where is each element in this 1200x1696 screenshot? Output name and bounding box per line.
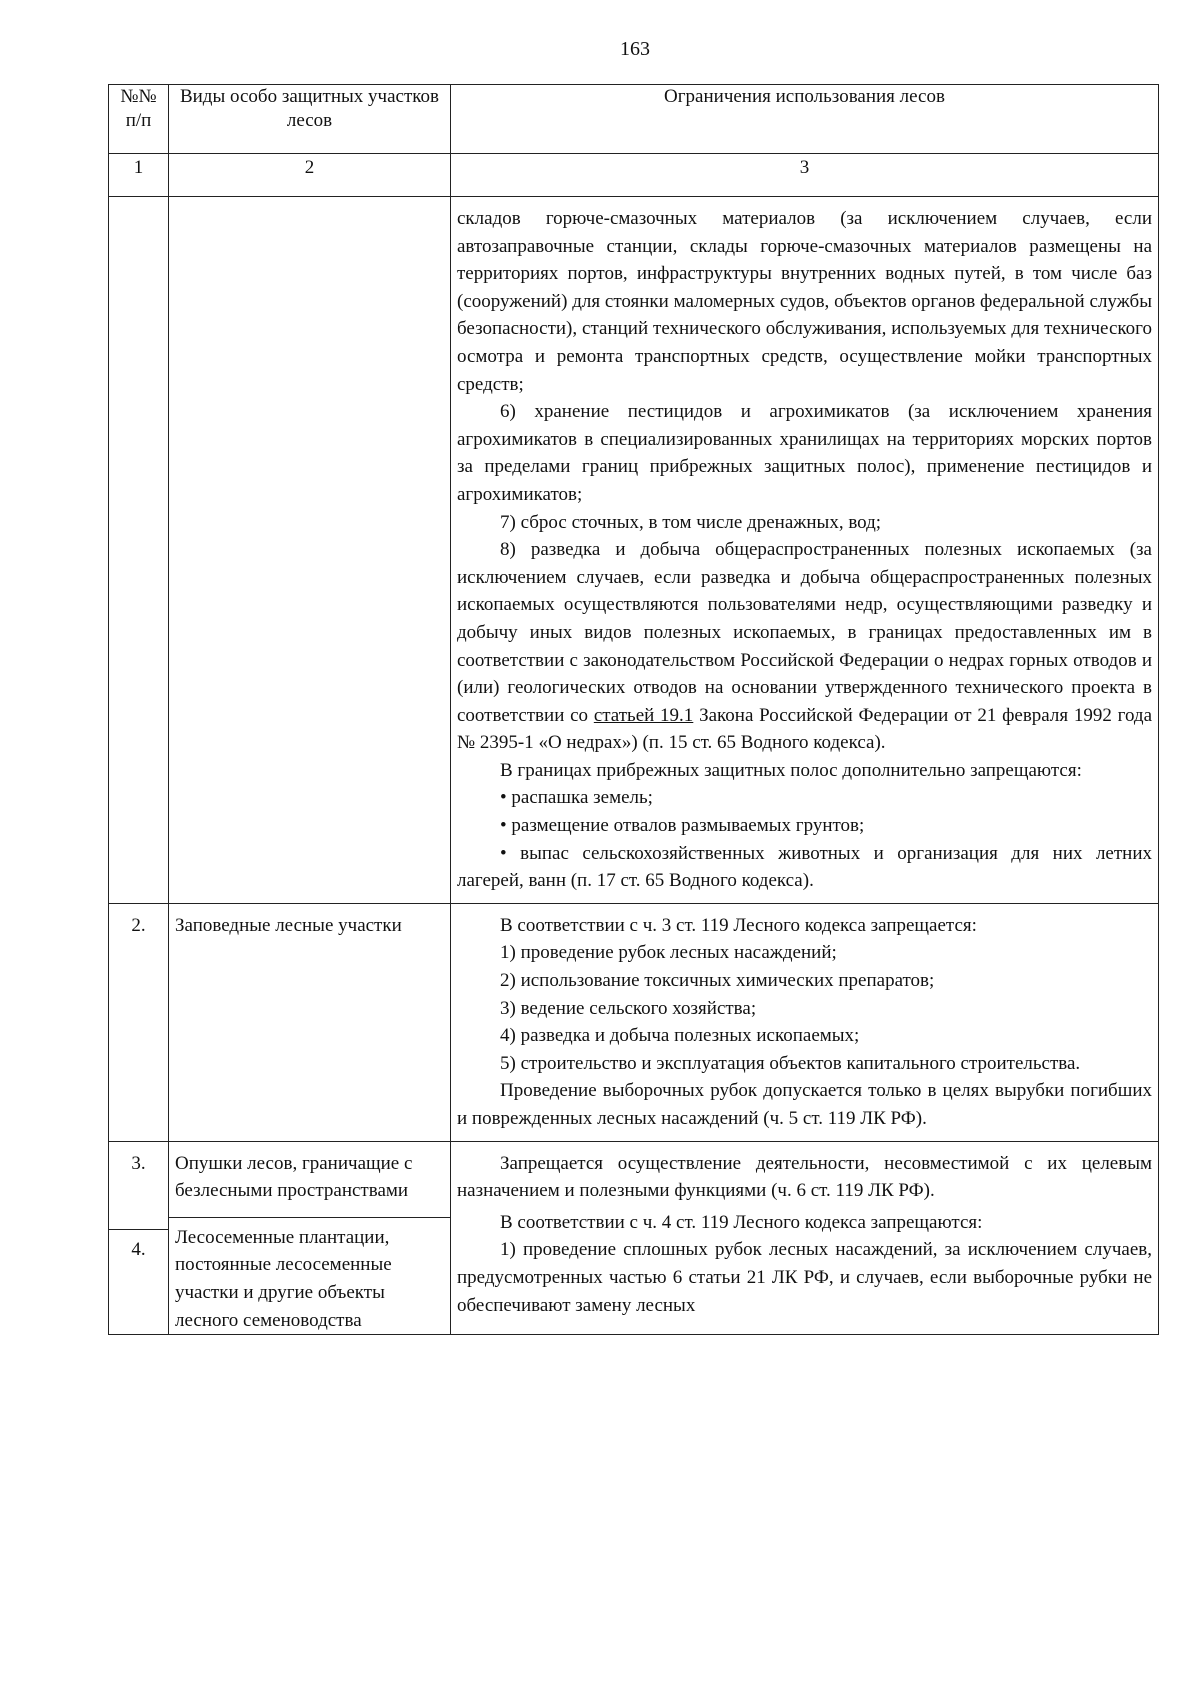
paragraph: Проведение выборочных рубок допускается только в целях вырубки погибших и поврежденных лесных насаждений (ч. 5 ст. 119 ЛК РФ). — [457, 1080, 1152, 1129]
row-number-4: 4. — [109, 1229, 168, 1264]
column-number-2: 2 — [169, 154, 451, 197]
column-number-1: 1 — [109, 154, 169, 197]
paragraph: 1) проведение рубок лесных насаждений; — [500, 942, 837, 964]
paragraph: 7) сброс сточных, в том числе дренажных, вод; — [500, 511, 882, 533]
table-header-row — [109, 85, 1159, 154]
paragraph: 2) использование токсичных химических препаратов; — [500, 970, 935, 992]
table-row-3-4 — [109, 1141, 1159, 1335]
paragraph: 4) разведка и добыча полезных ископаемых; — [500, 1025, 860, 1047]
paragraph: 3) ведение сельского хозяйства; — [500, 997, 757, 1019]
row-kind-4: Лесосеменные плантации, постоянные лесосеменные участки и другие объекты лесного семеноводства — [169, 1217, 450, 1334]
column-number-row — [109, 154, 1159, 197]
paragraph: складов горюче-смазочных материалов (за исключением случаев, если автозаправочные станции, склады горюче-смазочных материалов размещены на территориях портов, инфраструктуры внутренних водных путей, в том числе баз (сооружений) для стоянки маломерных судов, объектов органов федеральной службы безопасности), станций технического обслуживания, используемых для технического осмотра и ремонта транспортных средств, осуществление мойки транспортных средств; — [457, 208, 1152, 395]
restrictions-table — [108, 84, 1159, 1335]
row-number: 2. — [109, 903, 169, 1141]
row-kind: Заповедные лесные участки — [169, 903, 451, 1141]
row-kind-cell — [169, 197, 451, 904]
bullet-item: • размещение отвалов размываемых грунтов; — [500, 815, 865, 837]
column-number-3: 3 — [451, 154, 1159, 197]
paragraph: 6) хранение пестицидов и агрохимикатов (за исключением хранения агрохимикатов в специализированных хранилищах на территориях морских портов за пределами границ прибрежных защитных полос), применение пестицидов и агрохимикатов; — [457, 401, 1152, 505]
paragraph — [457, 536, 1152, 757]
row-restrictions-cell — [451, 1141, 1159, 1335]
bullet-item: • выпас сельскохозяйственных животных и организация для них летних лагерей, ванн (п. 17 ст. 65 Водного кодекса). — [457, 842, 1152, 892]
paragraph: Запрещается осуществление деятельности, несовместимой с их целевым назначением и полезными функциями (ч. 6 ст. 119 ЛК РФ). — [457, 1152, 1152, 1202]
law-article-link[interactable]: статьей 19.1 — [593, 704, 694, 726]
row-restrictions-cell — [451, 197, 1159, 904]
row-number-cell — [109, 1141, 169, 1335]
table-row-continued — [109, 197, 1159, 904]
header-restrictions: Ограничения использования лесов — [451, 85, 1159, 154]
header-number: №№ п/п — [109, 85, 169, 154]
paragraph: 5) строительство и эксплуатация объектов капитального строительства. — [500, 1052, 1081, 1074]
header-kind: Виды особо защитных участков лесов — [169, 85, 451, 154]
paragraph: В границах прибрежных защитных полос дополнительно запрещаются: — [500, 759, 1082, 781]
paragraph: 1) проведение сплошных рубок лесных насаждений, за исключением случаев, предусмотренных частью 6 статьи 21 ЛК РФ, и случаев, если выборочные рубки не обеспечивают замену лесных — [457, 1239, 1152, 1316]
bullet-item: • распашка земель; — [500, 787, 653, 809]
row-number-3: 3. — [131, 1152, 146, 1174]
text: 8) разведка и добыча общераспространенных полезных ископаемых (за исключением случаев, если разведка и добыча общераспространенных полезных ископаемых осуществляются пользователями недр, осуществляющими разведку и добычу иных видов полезных ископаемых, в границах предоставленных им в соответствии с законодательством Российской Федерации о недрах горных отводов и (или) геологических отводов на основании утвержденного технического проекта в соответствии со — [457, 539, 1152, 726]
row-number-cell — [109, 197, 169, 904]
page-number: 163 — [620, 38, 650, 60]
row-kind-3: Опушки лесов, граничащие с безлесными пространствами — [175, 1152, 413, 1202]
row-restrictions-cell — [451, 903, 1159, 1141]
text: Закона Российской Федерации от 21 февраля 1992 года № 2395-1 «О недрах») (п. 15 ст. 65 Водного кодекса). — [457, 704, 1153, 754]
row-kind-cell — [169, 1141, 451, 1335]
table-row-2 — [109, 903, 1159, 1141]
paragraph: В соответствии с ч. 4 ст. 119 Лесного кодекса запрещаются: — [500, 1211, 983, 1233]
paragraph: В соответствии с ч. 3 ст. 119 Лесного кодекса запрещается: — [500, 914, 977, 936]
